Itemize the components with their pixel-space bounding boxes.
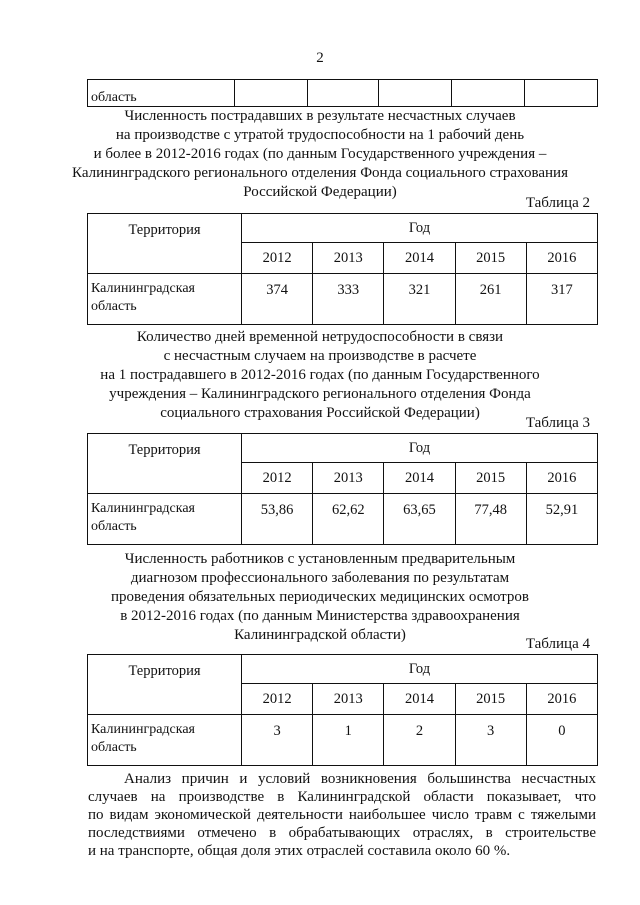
year-cell: 2015 <box>455 463 526 494</box>
table-cell <box>452 80 525 107</box>
caption-line: Калининградского регионального отделения Фонда социального страхования <box>72 165 568 181</box>
year-cell: 2012 <box>242 243 313 274</box>
caption-line: на производстве с утратой трудоспособности на 1 рабочий день <box>115 127 525 143</box>
year-cell: 2012 <box>242 684 313 715</box>
paragraph-line: последствиями отмечено в обрабатывающих отраслях, в строительстве <box>88 825 596 841</box>
paragraph-line: Анализ причин и условий возникновения большинства несчастных <box>124 771 596 787</box>
year-header: Год <box>242 214 598 243</box>
value-cell: 321 <box>384 274 455 325</box>
value-cell: 3 <box>242 715 313 766</box>
table-header-row <box>88 655 598 684</box>
table-row <box>88 80 598 107</box>
table-cell <box>379 80 452 107</box>
year-cell: 2016 <box>526 243 597 274</box>
year-cell: 2015 <box>455 243 526 274</box>
caption-line: Количество дней временной нетрудоспособности в связи <box>136 329 504 345</box>
year-cell: 2013 <box>313 243 384 274</box>
value-cell: 53,86 <box>242 494 313 545</box>
paragraph-line: случаев на производстве в Калининградской области показывает, что <box>88 789 596 805</box>
year-cell: 2014 <box>384 463 455 494</box>
value-cell: 77,48 <box>455 494 526 545</box>
paragraph-line: и на транспорте, общая доля этих отраслей составила около 60 %. <box>88 843 511 859</box>
table2-caption <box>0 107 640 202</box>
value-cell: 0 <box>526 715 597 766</box>
caption-line: в 2012-2016 годах (по данным Министерства здравоохранения <box>120 608 520 624</box>
region-cell: Калининградская область <box>88 494 242 545</box>
table2 <box>87 213 598 325</box>
table-row <box>88 715 598 766</box>
table-cell <box>235 80 308 107</box>
value-cell: 62,62 <box>313 494 384 545</box>
year-cell: 2016 <box>526 684 597 715</box>
value-cell: 63,65 <box>384 494 455 545</box>
caption-line: и более в 2012-2016 годах (по данным Государственного учреждения – <box>93 146 547 162</box>
year-cell: 2014 <box>384 684 455 715</box>
caption-line: диагнозом профессионального заболевания по результатам <box>130 570 510 586</box>
table-header-row <box>88 434 598 463</box>
table-cell: область <box>88 80 235 107</box>
table4-caption <box>0 550 640 645</box>
caption-line: на 1 пострадавшего в 2012-2016 годах (по данным Государственного <box>100 367 540 383</box>
table4 <box>87 654 598 766</box>
table-cell <box>308 80 379 107</box>
paragraph-line: по видам экономической деятельности наибольшее число травм с тяжелыми <box>88 807 596 823</box>
caption-line: Российской Федерации) <box>243 184 397 200</box>
year-cell: 2013 <box>313 463 384 494</box>
table3 <box>87 433 598 545</box>
value-cell: 261 <box>455 274 526 325</box>
territory-header: Территория <box>88 655 242 715</box>
year-header: Год <box>242 655 598 684</box>
caption-line: проведения обязательных периодических медицинских осмотров <box>110 589 530 605</box>
value-cell: 1 <box>313 715 384 766</box>
territory-header: Территория <box>88 214 242 274</box>
table-header-row <box>88 214 598 243</box>
value-cell: 2 <box>384 715 455 766</box>
caption-line: социального страхования Российской Федерации) <box>160 405 480 421</box>
caption-line: Калининградской области) <box>234 627 406 643</box>
page-number: 2 <box>316 50 324 66</box>
territory-header: Территория <box>88 434 242 494</box>
caption-line: Численность работников с установленным предварительным <box>124 551 516 567</box>
table4-label: Таблица 4 <box>525 636 590 652</box>
caption-line: учреждения – Калининградского регионального отделения Фонда <box>109 386 531 402</box>
region-cell: Калининградская область <box>88 715 242 766</box>
table3-caption <box>0 328 640 423</box>
value-cell: 3 <box>455 715 526 766</box>
analysis-paragraph <box>88 770 596 860</box>
value-cell: 333 <box>313 274 384 325</box>
year-cell: 2013 <box>313 684 384 715</box>
table2-label: Таблица 2 <box>525 195 590 211</box>
region-cell: Калининградская область <box>88 274 242 325</box>
year-cell: 2015 <box>455 684 526 715</box>
year-header: Год <box>242 434 598 463</box>
value-cell: 374 <box>242 274 313 325</box>
table3-label: Таблица 3 <box>525 415 590 431</box>
value-cell: 317 <box>526 274 597 325</box>
table-row <box>88 494 598 545</box>
table-continuation <box>87 79 598 107</box>
value-cell: 52,91 <box>526 494 597 545</box>
caption-line: с несчастным случаем на производстве в расчете <box>163 348 477 364</box>
year-cell: 2012 <box>242 463 313 494</box>
year-cell: 2014 <box>384 243 455 274</box>
table-cell <box>525 80 598 107</box>
table-row <box>88 274 598 325</box>
year-cell: 2016 <box>526 463 597 494</box>
caption-line: Численность пострадавших в результате несчастных случаев <box>124 108 516 124</box>
